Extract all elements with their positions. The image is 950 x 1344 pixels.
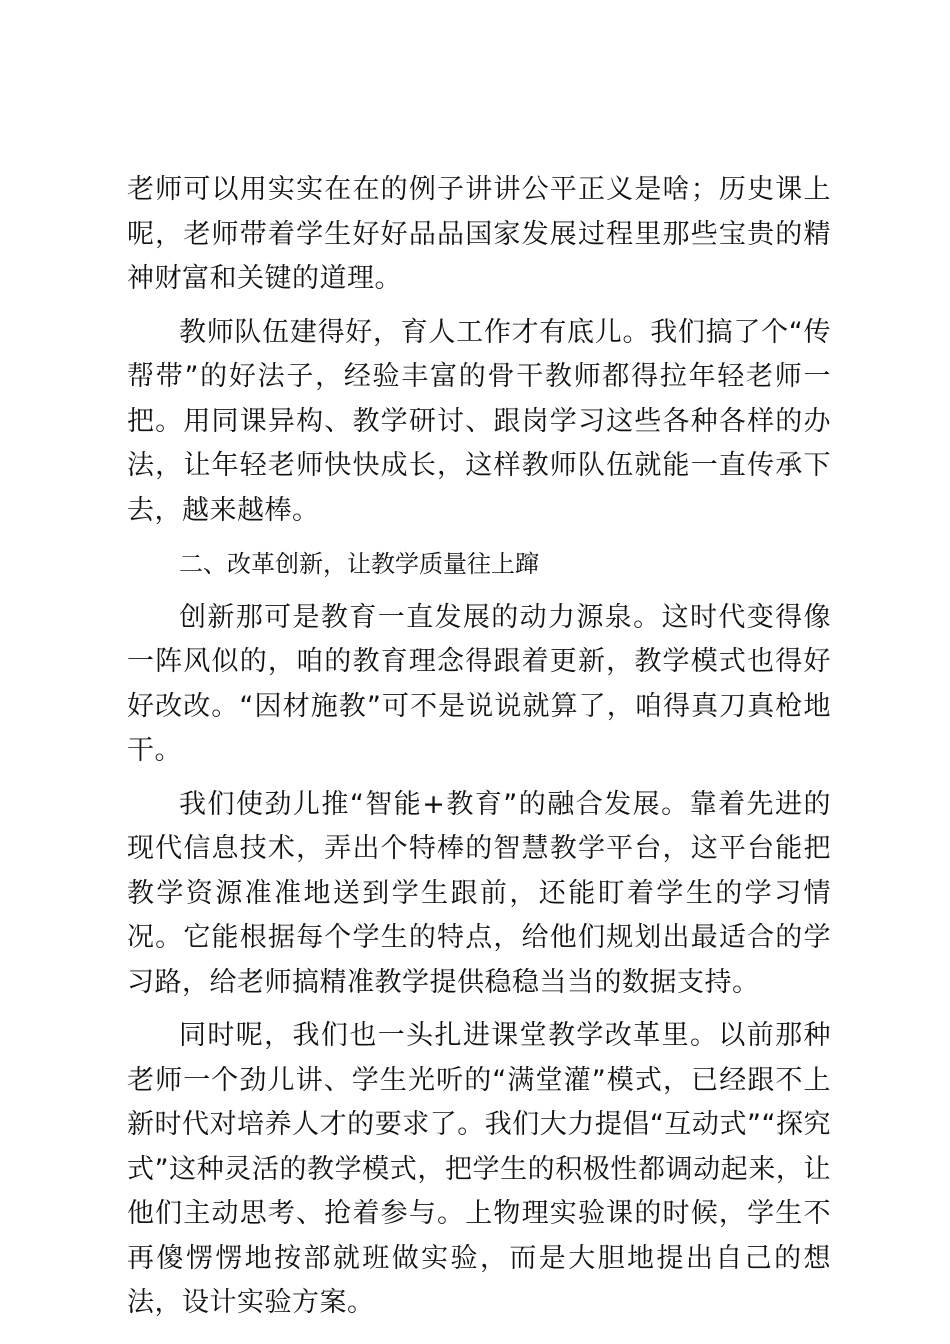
paragraph-gap — [127, 533, 831, 542]
paragraph-gap — [127, 774, 831, 783]
paragraph-3: 创新那可是教育一直发展的动力源泉。这时代变得像一阵风似的，咱的教育理念得跟着更新，教学模式也得好好改改。“因材施教”可不是说说就算了，咱得真刀真枪地干。 — [127, 601, 831, 766]
section-heading: 二、改革创新，让教学质量往上蹿 — [179, 550, 539, 578]
paragraph-4: 我们使劲儿推“智能+教育”的融合发展。靠着先进的现代信息技术，弄出个特棒的智慧教学平台，这平台能把教学资源准准地送到学生跟前，还能盯着学生的学习情况。它能根据每个学生的特点，给他们规划出最适合的学习路，给老师搞精准教学提供稳稳当当的数据支持。 — [127, 788, 831, 998]
paragraph-5: 同时呢，我们也一头扎进课堂教学改革里。以前那种老师一个劲儿讲、学生光听的“满堂灌”模式，已经跟不上新时代对培养人才的要求了。我们大力提倡“互动式”“探究式”这种灵活的教学模式，把学生的积极性都调动起来，让他们主动思考、抢着参与。上物理实验课的时候，学生不再傻愣愣地按部就班做实验，而是大胆地提出自己的想法，设计实验方案。 — [127, 1020, 831, 1318]
paragraph-1: 老师可以用实实在在的例子讲讲公平正义是啥；历史课上呢，老师带着学生好好品品国家发展过程里那些宝贵的精神财富和关键的道理。 — [127, 174, 831, 294]
paragraph-2: 教师队伍建得好，育人工作才有底儿。我们搞了个“传帮带”的好法子，经验丰富的骨干教师都得拉年轻老师一把。用同课异构、教学研讨、跟岗学习这些各种各样的办法，让年轻老师快快成长，这样教师队伍就能一直传承下去，越来越棒。 — [127, 316, 831, 526]
paragraph-gap — [127, 1005, 831, 1014]
document-body — [127, 168, 831, 1326]
paragraph-gap — [127, 302, 831, 311]
paragraph-gap — [127, 587, 831, 596]
